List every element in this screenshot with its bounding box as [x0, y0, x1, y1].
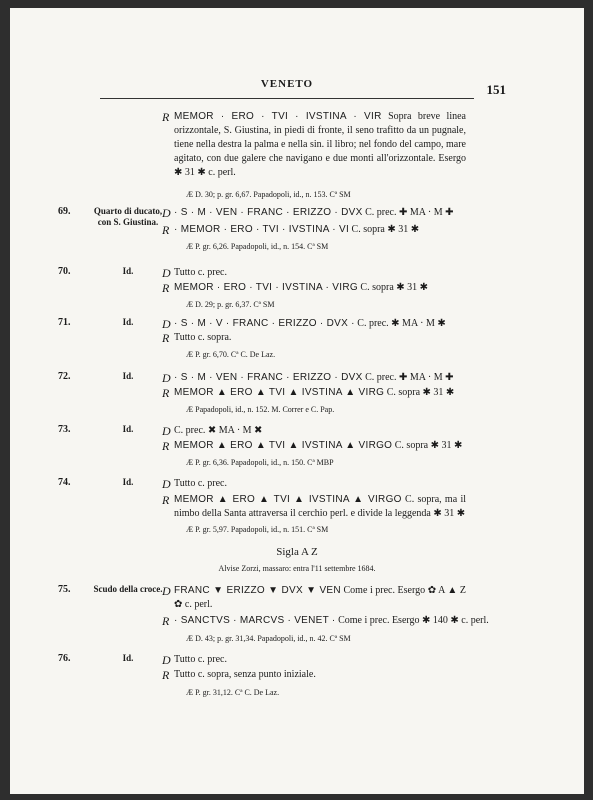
entry-number: 76.	[58, 653, 71, 664]
coin-type: Id.	[122, 653, 134, 663]
coin-type: Quarto di ducato, con S. Giustina.	[93, 206, 163, 227]
coin-type: Id.	[122, 266, 134, 276]
obverse-mark: D	[162, 206, 171, 220]
specimen-reference: Æ P. gr. 6,36. Papadopoli, id., n. 150. Cª MBP	[186, 458, 334, 467]
entry-number: 72.	[58, 371, 71, 382]
reverse-mark: R	[162, 439, 170, 453]
obverse-text: C. prec. ✚ MA · M ✚	[362, 207, 454, 218]
specimen-reference: Æ D. 43; p. gr. 31,34. Papadopoli, id., n. 42. Cª SM	[186, 634, 351, 643]
coin-type: Id.	[122, 477, 134, 487]
obverse-description: Tutto c. prec.	[174, 478, 227, 489]
obverse-mark: D	[162, 477, 171, 491]
reverse-text: Sopra breve linea orizzontale, S. Giustina, in piedi di fronte, il seno trafitto da un pugnale, tiene nella destra la palma e nella sin. il libro; nel fondo del campo, mare agitato, con due galere che navigano e due monti all'orizzontale. Esergo ✱ 31 ✱ c. perl.	[174, 111, 466, 178]
reverse-text: C. sopra ✱ 31 ✱	[392, 440, 463, 451]
page-header-title: VENETO	[260, 78, 314, 90]
coin-type: Id.	[122, 317, 134, 327]
reverse-legend: · MEMOR · ERO · TVI · IVSTINA · VI	[174, 224, 350, 235]
reverse-legend: MEMOR ▲ ERO ▲ TVI ▲ IVSTINA ▲ VIRGO	[174, 494, 402, 505]
obverse-legend: FRANC ▼ ERIZZO ▼ DVX ▼ VEN	[174, 585, 341, 596]
reverse-text: Come i prec. Esergo ✱ 140 ✱ c. perl.	[335, 615, 489, 626]
obverse-description: C. prec. ✖ MA · M ✖	[174, 425, 263, 436]
reverse-legend: MEMOR ▲ ERO ▲ TVI ▲ IVSTINA ▲ VIRG	[174, 387, 385, 398]
obverse-text: C. prec. ✚ MA · M ✚	[362, 372, 454, 383]
section-heading: Sigla A Z	[276, 546, 318, 558]
obverse-description	[174, 206, 474, 219]
entry-number: 70.	[58, 266, 71, 277]
entry-number: 73.	[58, 424, 71, 435]
reverse-mark: R	[162, 386, 170, 400]
reverse-legend: · SANCTVS · MARCVS · VENET ·	[174, 615, 336, 626]
obverse-mark: D	[162, 653, 171, 667]
obverse-mark: D	[162, 371, 171, 385]
coin-type: Scudo della croce.	[93, 584, 163, 594]
coin-type: Id.	[122, 371, 134, 381]
obverse-legend: · S · M · VEN · FRANC · ERIZZO · DVX	[174, 207, 363, 218]
reverse-description	[174, 493, 466, 521]
obverse-mark: D	[162, 424, 171, 438]
reverse-description: Tutto c. sopra, senza punto iniziale.	[174, 669, 316, 680]
entry-number: 69.	[58, 206, 71, 217]
specimen-reference: Æ Papadopoli, id., n. 152. M. Correr e C. Pap.	[186, 405, 335, 414]
reverse-text: C. sopra ✱ 31 ✱	[384, 387, 455, 398]
reverse-mark: R	[162, 281, 170, 295]
coin-type: Id.	[122, 424, 134, 434]
obverse-legend: · S · M · V · FRANC · ERIZZO · DVX ·	[174, 318, 355, 329]
obverse-text: C. prec. ✱ MA · M ✱	[354, 318, 446, 329]
obverse-mark: D	[162, 317, 171, 331]
reverse-legend: MEMOR · ERO · TVI · IVSTINA · VIR	[174, 111, 382, 122]
obverse-text: Come i prec. Esergo ✿ A ▲ Z ✿ c. perl.	[174, 585, 466, 610]
obverse-mark: D	[162, 584, 171, 598]
specimen-reference: Æ P. gr. 5,97. Papadopoli, id., n. 151. Cª SM	[186, 525, 329, 534]
obverse-description	[174, 584, 466, 612]
reverse-mark: R	[162, 110, 170, 124]
obverse-description	[174, 317, 474, 330]
entry-number: 74.	[58, 477, 71, 488]
reverse-description	[174, 281, 474, 294]
specimen-reference: Æ P. gr. 31,12. Cª C. De Laz.	[186, 688, 280, 697]
reverse-description	[174, 439, 474, 452]
reverse-mark: R	[162, 668, 170, 682]
running-header	[100, 76, 506, 99]
reverse-mark: R	[162, 614, 170, 628]
obverse-description	[174, 371, 474, 384]
entry-number: 75.	[58, 584, 71, 595]
reverse-description: Tutto c. sopra.	[174, 332, 232, 343]
section-subheading: Alvise Zorzi, massaro: entra l'11 settembre 1684.	[218, 564, 376, 573]
reverse-description	[174, 386, 474, 399]
entry-number: 71.	[58, 317, 71, 328]
reverse-legend: MEMOR ▲ ERO ▲ TVI ▲ IVSTINA ▲ VIRGO	[174, 440, 393, 451]
reverse-text: C. sopra ✱ 31 ✱	[349, 224, 420, 235]
reverse-text: C. sopra, ma il nimbo della Santa attraversa il cerchio perl. e divide la leggenda ✱ 31 ✱	[174, 494, 466, 519]
obverse-mark: D	[162, 266, 171, 280]
book-page	[10, 8, 584, 794]
obverse-description: Tutto c. prec.	[174, 654, 227, 665]
obverse-description: Tutto c. prec.	[174, 267, 227, 278]
reverse-text: C. sopra ✱ 31 ✱	[357, 282, 429, 293]
reverse-description	[174, 614, 489, 627]
specimen-reference: Æ P. gr. 6,26. Papadopoli, id., n. 154. Cª SM	[186, 242, 329, 251]
reverse-legend: MEMOR · ERO · TVI · IVSTINA · VIRG	[174, 282, 358, 293]
obverse-legend: · S · M · VEN · FRANC · ERIZZO · DVX	[174, 372, 363, 383]
specimen-reference: Æ P. gr. 6,70. Cª C. De Laz.	[186, 350, 276, 359]
reverse-mark: R	[162, 493, 170, 507]
specimen-reference: Æ D. 29; p. gr. 6,37. Cª SM	[186, 300, 275, 309]
reverse-description	[174, 110, 466, 180]
specimen-reference: Æ D. 30; p. gr. 6,67. Papadopoli, id., n. 153. Cª SM	[186, 190, 351, 199]
reverse-description	[174, 223, 474, 236]
page-number: 151	[486, 82, 506, 97]
reverse-mark: R	[162, 331, 170, 345]
reverse-mark: R	[162, 223, 170, 237]
